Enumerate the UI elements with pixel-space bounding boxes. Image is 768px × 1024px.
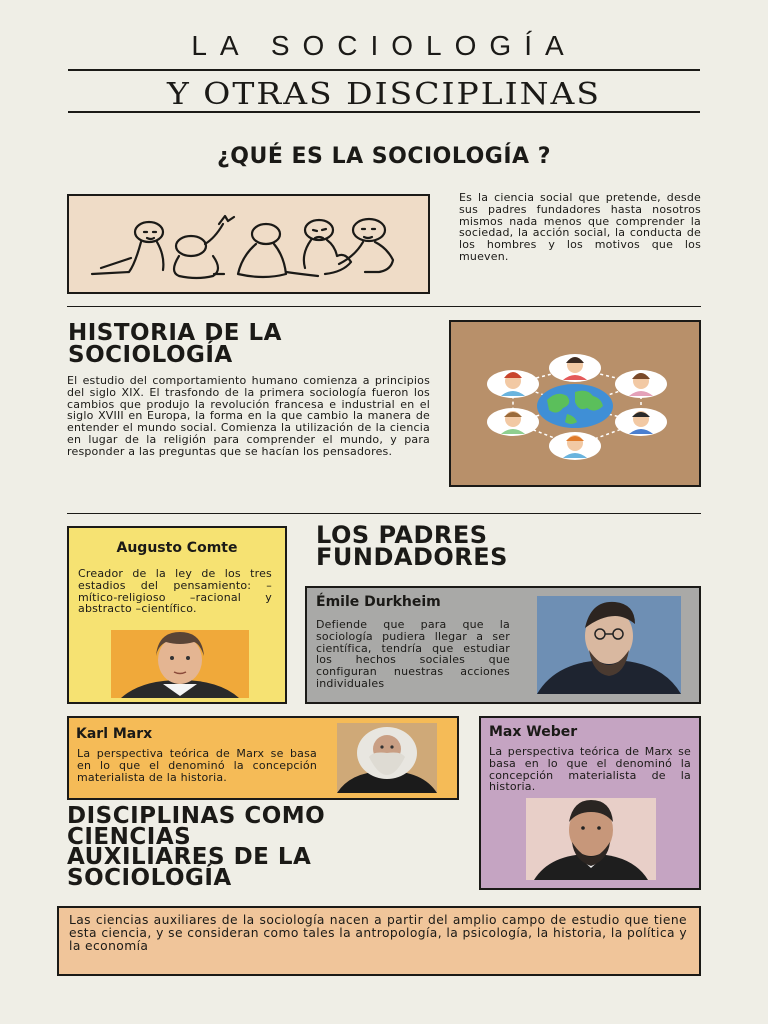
weber-portrait-icon — [526, 798, 656, 880]
title-rule-bottom — [68, 111, 700, 113]
que-es-text: Es la ciencia social que pretende, desde sus padres fundadores hasta nosotros mismos nada menos que comprender la sociedad, la acción social, la conducta de los hombres y los motivos que los mueven. — [459, 191, 701, 263]
poster-title-top: LA SOCIOLOGÍA — [191, 30, 577, 61]
people-illustration — [67, 194, 430, 294]
comte-portrait-icon — [111, 630, 249, 698]
historia-heading-line1: HISTORIA DE LA — [68, 320, 282, 346]
disciplinas-box — [57, 906, 701, 976]
section-divider-1 — [67, 306, 701, 307]
historia-heading — [68, 322, 428, 366]
durkheim-text: Defiende que para que la sociología pudiera llegar a ser científica, tendría que estudiar los hechos sociales que configuran nuestras acciones individuales — [316, 618, 510, 690]
global-network-icon — [451, 322, 699, 485]
comte-card — [67, 526, 287, 704]
marx-name: Karl Marx — [76, 726, 153, 742]
marx-portrait-icon — [337, 723, 437, 793]
durkheim-portrait-icon — [537, 596, 681, 694]
title-rule-top — [68, 69, 700, 71]
disciplinas-heading-line1: DISCIPLINAS COMO — [67, 803, 326, 829]
historia-heading-line2: SOCIOLOGÍA — [68, 342, 233, 368]
weber-portrait — [526, 798, 656, 880]
durkheim-portrait — [537, 596, 681, 694]
durkheim-name: Émile Durkheim — [316, 594, 441, 610]
weber-name: Max Weber — [489, 724, 578, 740]
comte-text: Creador de la ley de los tres estadios del pensamiento: –mítico-religioso –racional y abstracto –científico. — [78, 567, 272, 616]
weber-card — [479, 716, 701, 890]
marx-portrait — [337, 723, 437, 793]
padres-heading — [316, 521, 696, 571]
que-es-heading: ¿QUÉ ES LA SOCIOLOGÍA ? — [217, 144, 551, 169]
disciplinas-heading-line4: SOCIOLOGÍA — [67, 864, 232, 891]
section-divider-2 — [67, 513, 701, 514]
padres-heading-line2: FUNDADORES — [316, 543, 508, 571]
poster-title-bottom: Y OTRAS DISCIPLINAS — [167, 75, 601, 112]
comte-portrait — [111, 630, 249, 698]
disciplinas-heading-line3: AUXILIARES DE LA — [67, 844, 312, 870]
people-drawing-icon — [69, 196, 428, 292]
disciplinas-heading — [67, 803, 467, 891]
network-illustration — [449, 320, 701, 487]
durkheim-card — [305, 586, 701, 704]
marx-text: La perspectiva teórica de Marx se basa en lo que el denominó la concepción materialista de la historia. — [77, 747, 317, 784]
disciplinas-heading-line2: CIENCIAS — [67, 823, 192, 850]
padres-heading-line1: LOS PADRES — [316, 521, 488, 549]
historia-text: El estudio del comportamiento humano comienza a principios del siglo XIX. El trasfondo de la primera sociología fueron los cambios que produjo la revolución francesa e industrial en el siglo XVIII en Europa, la forma en la que cambio la manera de entender el mundo social. Comienza la utilización de la ciencia en lugar de la religión para comprender el mundo, y para responder a las preguntas que se hacían los pensadores. — [67, 374, 430, 458]
weber-text: La perspectiva teórica de Marx se basa en lo que el denominó la concepción materialista de la historia. — [489, 745, 691, 794]
comte-name: Augusto Comte — [116, 540, 238, 556]
disciplinas-text: Las ciencias auxiliares de la sociología nacen a partir del amplio campo de estudio que tiene esta ciencia, y se consideran como tales la antropología, la psicología, la historia, la política y la economía — [69, 913, 687, 954]
marx-card — [67, 716, 459, 800]
